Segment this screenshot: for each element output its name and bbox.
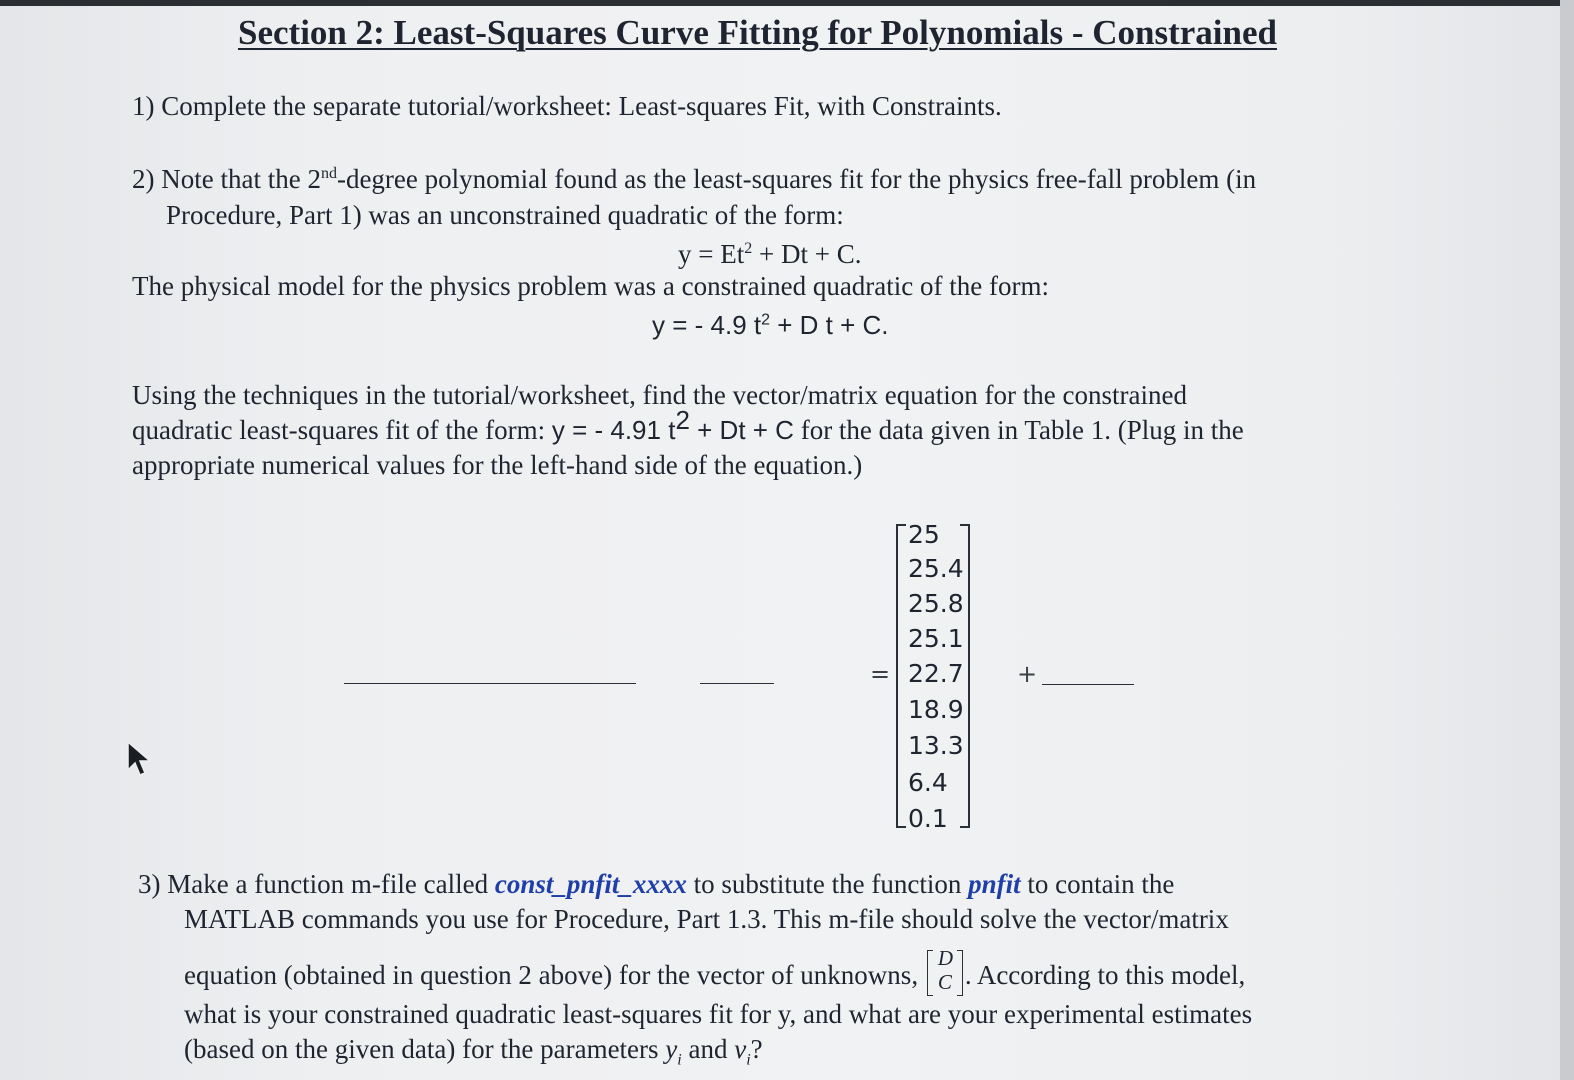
param-v: v [734,1034,747,1064]
question-2-line-3: The physical model for the physics problem was a constrained quadratic of the form: [132,271,1049,301]
instr2-text-b: for the data given in Table 1. (Plug in the [793,415,1244,445]
eq1-exponent: 2 [744,240,753,257]
question-2-line-2: Procedure, Part 1) was an unconstrained quadratic of the form: [166,200,844,230]
param-v-subscript: i [746,1051,751,1069]
question-2-line-1 [132,163,1256,195]
instr2-eq-exponent: 2 [675,405,690,435]
constrained-equation [652,309,889,341]
eq1-part-a: y = Et [678,239,745,269]
question-1: 1) Complete the separate tutorial/worksheet: Least-squares Fit, with Constraints. [132,91,1002,121]
q3-l5-text-b: ? [750,1034,763,1064]
q3-l3-text-b: . According to this model, [964,960,1246,990]
question-3-line-2: MATLAB commands you use for Procedure, Part 1.3. This m-file should solve the vector/matrix [184,904,1229,934]
q3-l5-and: and [681,1034,735,1064]
vector-entry: 25.1 [908,624,964,653]
section-title: Section 2: Least-Squares Curve Fitting for Polynomials - Constrained [238,13,1277,52]
question-3-line-5 [184,1033,763,1076]
eq2-exponent: 2 [761,311,771,329]
vector-left-bracket [896,524,906,828]
vector-entry: 18.9 [908,695,964,724]
unknown-d: D [937,946,953,970]
matrix-blank [344,683,636,684]
instructions-line-1: Using the techniques in the tutorial/worksheet, find the vector/matrix equation for the constrained [132,380,1187,410]
vector-entry: 13.3 [908,731,964,760]
unknowns-vector [927,946,963,996]
screen-right-edge [1560,0,1574,1080]
vector-entry: 25 [908,520,940,549]
eq1-part-b: + Dt + C. [752,239,862,269]
unconstrained-equation [678,238,861,270]
q3-text-c: to contain the [1020,869,1175,899]
unknowns-left-bracket [927,950,933,996]
q2-text-b: -degree polynomial found as the least-squares fit for the physics free-fall problem (in [336,164,1257,194]
vector-entry: 25.4 [908,554,964,583]
eq2-part-b: + D t + C. [770,310,889,340]
q3-text-a: 3) Make a function m-file called [138,869,495,899]
param-y-subscript: i [677,1051,682,1069]
constant-blank [1042,684,1134,685]
q2-superscript: nd [320,165,337,182]
vector-entry: 0.1 [908,804,948,833]
question-3-line-1 [138,868,1174,900]
unknowns-blank [700,683,774,684]
function-name-pnfit: pnfit [968,869,1021,899]
mouse-pointer-icon [124,740,154,785]
q3-l5-text-a: (based on the given data) for the parameters [184,1034,666,1064]
equals-sign: = [870,660,891,688]
instructions-line-3: appropriate numerical values for the left-hand side of the equation.) [132,450,863,480]
question-3-line-4: what is your constrained quadratic least-squares fit for y, and what are your experimental estimates [184,999,1253,1029]
plus-sign: + [1017,660,1038,688]
instr2-text-a: quadratic least-squares fit of the form: [132,415,552,445]
param-y: y [665,1034,678,1064]
q3-l3-text-a: equation (obtained in question 2 above) for the vector of unknowns, [184,960,925,990]
vector-entry: 25.8 [908,589,964,618]
question-3-line-3 [184,946,1246,996]
instr2-eq-a: y = - 4.91 t [551,415,676,445]
vector-entry: 22.7 [908,659,964,688]
instr2-eq-b: + Dt + C [689,415,794,445]
unknown-c: C [937,970,952,994]
q2-text-a: 2) Note that the 2 [132,164,321,194]
eq2-part-a: y = - 4.9 t [652,310,762,340]
instructions-line-2 [132,405,1244,446]
function-name-const-pnfit: const_pnfit_xxxx [494,869,687,899]
vector-right-bracket [960,524,970,828]
unknowns-right-bracket [957,950,963,996]
data-vector [896,520,976,833]
q3-text-b: to substitute the function [686,869,969,899]
vector-entry: 6.4 [908,768,948,797]
